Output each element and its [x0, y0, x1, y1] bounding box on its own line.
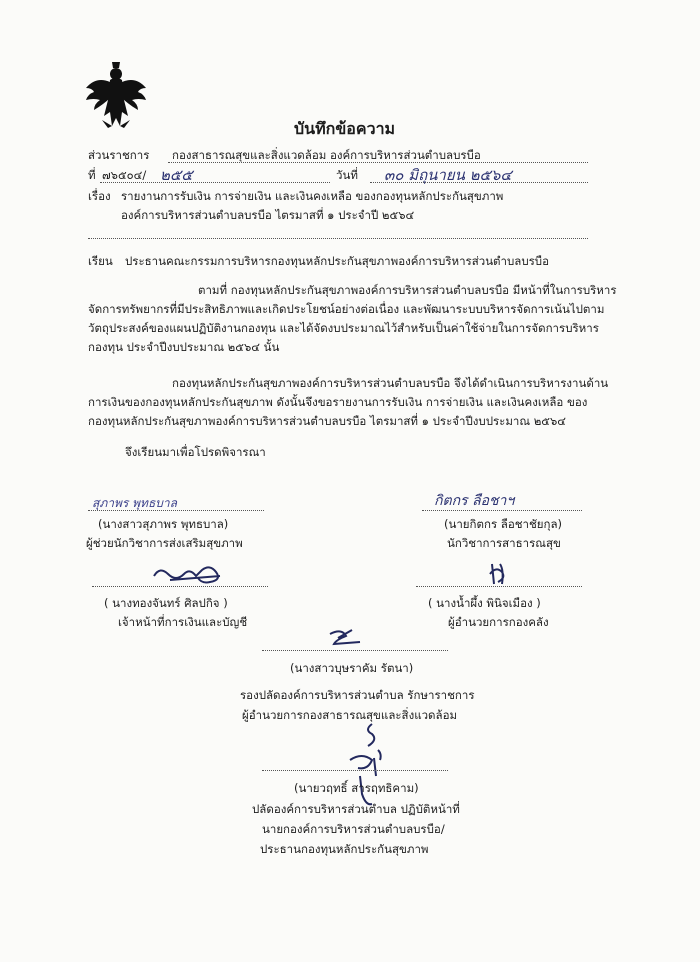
p2-line3: กองทุนหลักประกันสุขภาพองค์การบริหารส่วนตำบลบรบือ ไตรมาสที่ ๑ ประจำปีงบประมาณ ๒๕๖๔	[88, 414, 566, 428]
signature-6-position2: นายกองค์การบริหารส่วนตำบลบรบือ/	[262, 822, 445, 836]
signature-4-scribble	[484, 560, 514, 588]
signature-1-position: ผู้ช่วยนักวิชาการส่งเสริมสุขภาพ	[86, 536, 243, 550]
garuda-emblem	[82, 60, 150, 130]
to-label: เรียน	[88, 254, 113, 268]
subject-label: เรื่อง	[88, 189, 111, 203]
signature-5-position1: รองปลัดองค์การบริหารส่วนตำบล รักษาราชการ	[240, 688, 475, 702]
closing: จึงเรียนมาเพื่อโปรดพิจารณา	[125, 445, 266, 459]
p1-line2: จัดการทรัพยากรที่มีประสิทธิภาพและเกิดประโยชน์อย่างต่อเนื่อง และพัฒนาระบบบริหารจัดการเน้นไปตาม	[88, 302, 605, 316]
signature-6-name: (นายวฤทธิ์ สารฤทธิคาม)	[294, 781, 419, 795]
date-label: วันที่	[336, 168, 358, 182]
signature-1-name: (นางสาวสุภาพร พุทธบาล)	[98, 517, 229, 531]
signature-5-position2: ผู้อำนวยการกองสาธารณสุขและสิ่งแวดล้อม	[242, 708, 458, 722]
signature-2-name: (นายกิตกร ลือชาชัยกุล)	[444, 517, 563, 531]
p2-line1: กองทุนหลักประกันสุขภาพองค์การบริหารส่วนตำบลบรบือ จึงได้ดำเนินการบริหารงานด้าน	[172, 376, 609, 390]
p1-line3: วัตถุประสงค์ของแผนปฏิบัติงานกองทุน และได้จัดงบประมาณไว้สำหรับเป็นค่าใช้จ่ายในการจัดการบริหาร	[88, 321, 599, 335]
subject-line1: รายงานการรับเงิน การจ่ายเงิน และเงินคงเหลือ ของกองทุนหลักประกันสุขภาพ	[121, 189, 504, 203]
ref-handwritten: ๒๕๕	[160, 166, 193, 184]
p1-line4: กองทุน ประจำปีงบประมาณ ๒๕๖๔ นั้น	[88, 340, 280, 354]
ref-label: ที่	[88, 168, 96, 182]
p1-line1: ตามที่ กองทุนหลักประกันสุขภาพองค์การบริหารส่วนตำบลบรบือ มีหน้าที่ในการบริหาร	[198, 283, 617, 297]
agency-value: กองสาธารณสุขและสิ่งแวดล้อม องค์การบริหารส่วนตำบลบรบือ	[172, 148, 481, 162]
signature-3-name: ( นางทองจันทร์ ศิลปกิจ )	[104, 596, 228, 610]
p2-line2: การเงินของกองทุนหลักประกันสุขภาพ ดังนั้นจึงขอรายงานการรับเงิน การจ่ายเงิน และเงินคงเหลือ ของ	[88, 395, 588, 409]
signature-5-name: (นางสาวบุษราคัม รัตนา)	[290, 661, 414, 675]
ref-value: ๗๖๕๐๔/	[102, 168, 147, 182]
memo-title: บันทึกข้อความ	[294, 119, 396, 138]
to-value: ประธานคณะกรรมการบริหารกองทุนหลักประกันสุขภาพองค์การบริหารส่วนตำบลบรบือ	[125, 254, 550, 268]
signature-2-position: นักวิชาการสาธารณสุข	[447, 536, 561, 550]
signature-4-position: ผู้อำนวยการกองคลัง	[448, 615, 549, 629]
signature-5-scribble	[324, 626, 368, 650]
subject-line2: องค์การบริหารส่วนตำบลบรบือ ไตรมาสที่ ๑ ประจำปี ๒๕๖๔	[121, 208, 415, 222]
signature-3-position: เจ้าหน้าที่การเงินและบัญชี	[118, 615, 248, 629]
signature-6-position1: ปลัดองค์การบริหารส่วนตำบล ปฏิบัติหน้าที่	[252, 802, 460, 816]
signature-3-scribble	[150, 562, 230, 588]
signature-6-position3: ประธานกองทุนหลักประกันสุขภาพ	[260, 842, 429, 856]
signature-6-scribble	[338, 720, 390, 810]
signature-1-scribble: สุภาพร พุทธบาล	[92, 496, 177, 510]
signature-4-name: ( นางน้ำผึ้ง พินิจเมือง )	[428, 596, 541, 610]
date-handwritten: ๓๐ มิถุนายน ๒๕๖๔	[384, 166, 512, 184]
signature-2-scribble: กิตกร ลือชาฯ	[434, 493, 515, 509]
agency-label: ส่วนราชการ	[88, 148, 150, 162]
